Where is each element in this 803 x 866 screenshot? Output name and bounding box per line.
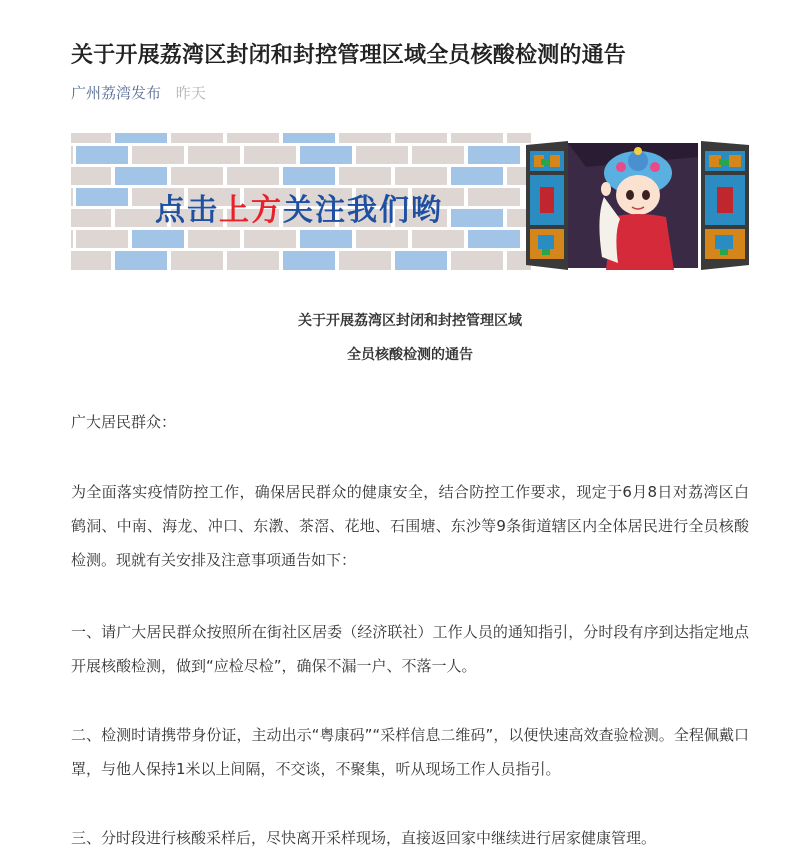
banner-text-above: 上方 bbox=[219, 193, 283, 228]
author-link[interactable]: 广州荔湾发布 bbox=[71, 84, 162, 102]
notice-item-2: 二、检测时请携带身份证，主动出示“粤康码”“采样信息二维码”，以便快速高效查验检测。全程佩戴口罩，与他人保持1米以上间隔，不交谈，不聚集，听从现场工作人员指引。 bbox=[71, 726, 749, 778]
opera-girl-window-illustration bbox=[526, 137, 749, 270]
notice-item-3: 三、分时段进行核酸采样后，尽快离开采样现场，直接返回家中继续进行居家健康管理。 bbox=[71, 829, 657, 847]
article-meta bbox=[71, 82, 206, 103]
notice-heading-line2: 全员核酸检测的通告 bbox=[347, 347, 473, 363]
banner-text-follow-us: 关注我们哟 bbox=[283, 193, 443, 228]
notice-intro: 为全面落实疫情防控工作，确保居民群众的健康安全，结合防控工作要求，现定于6月8日对荔湾区白鹤洞、中南、海龙、冲口、东漖、茶滘、花地、石围塘、东沙等9条街道辖区内全体居民进行全员核酸检测。现就有关安排及注意事项通告如下： bbox=[71, 483, 749, 569]
article-title: 关于开展荔湾区封闭和封控管理区域全员核酸检测的通告 bbox=[71, 43, 627, 68]
follow-banner[interactable] bbox=[71, 133, 749, 270]
notice-salutation: 广大居民群众： bbox=[71, 413, 177, 431]
notice-item-1: 一、请广大居民群众按照所在街社区居委（经济联社）工作人员的通知指引，分时段有序到达指定地点开展核酸检测，做到“应检尽检”，确保不漏一户、不落一人。 bbox=[71, 623, 749, 675]
publish-date: 昨天 bbox=[175, 84, 206, 102]
banner-text-click: 点击 bbox=[155, 193, 219, 228]
banner-follow-text bbox=[155, 185, 443, 229]
notice-heading-line1: 关于开展荔湾区封闭和封控管理区域 bbox=[298, 313, 522, 329]
